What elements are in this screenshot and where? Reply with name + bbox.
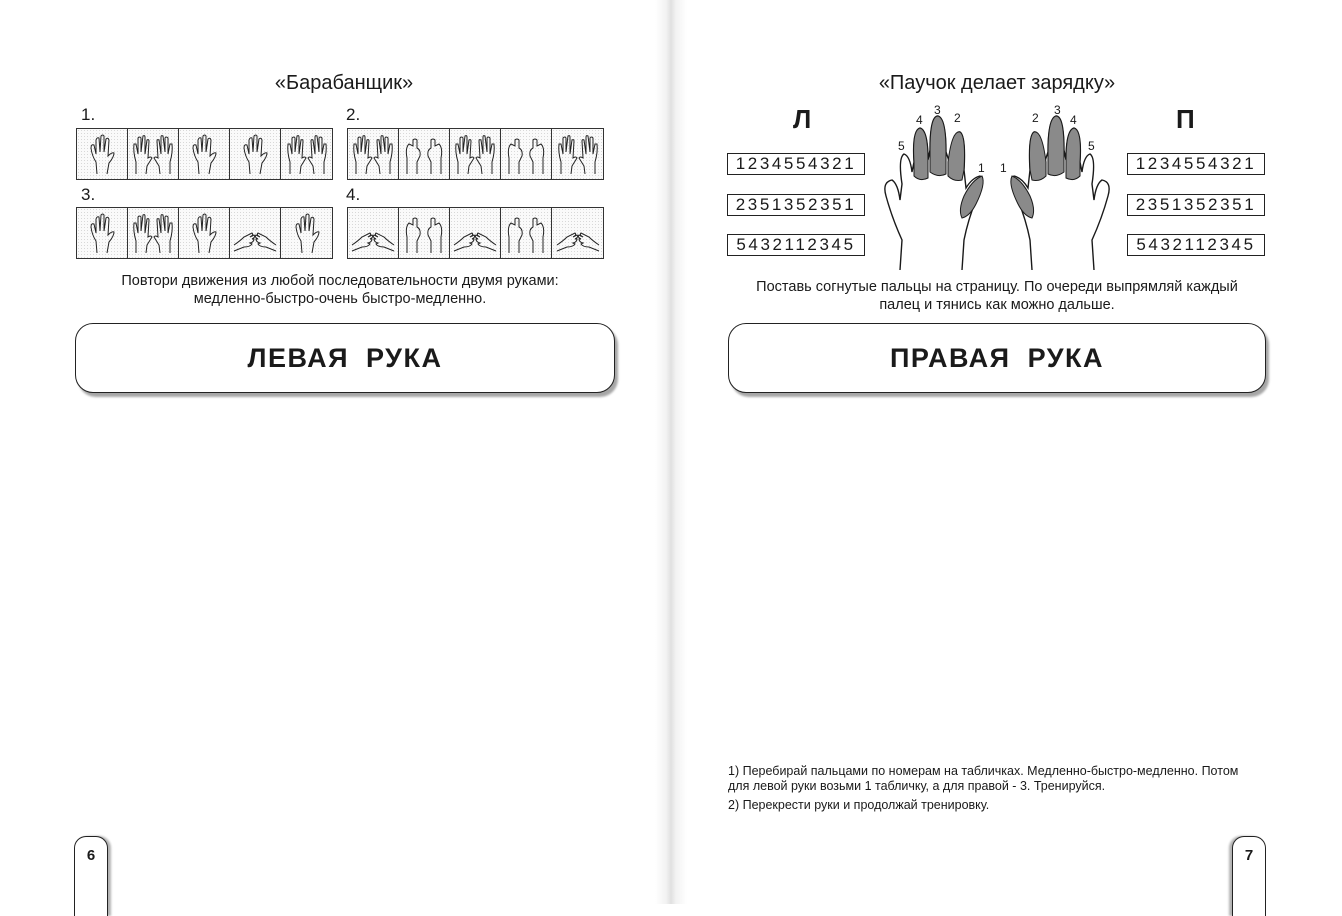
gesture-cell-two-hands [450,129,501,179]
fists-gesture-icon [401,132,447,176]
gesture-cell-palm [179,129,230,179]
instruction-text [70,272,610,308]
left-hand-banner: ЛЕВАЯ РУКА [75,323,615,393]
sequence-strip-3 [76,207,333,259]
sequence-strip-1 [76,128,333,180]
sequence-strip-2 [347,128,604,180]
gesture-cell-palm [230,129,281,179]
sequence-strip-4 [347,207,604,259]
finger-number-1-left: 1 [978,161,985,175]
footnote-1 [728,764,1288,794]
gesture-cell-two-hands [552,129,603,179]
fists-gesture-icon [503,132,549,176]
finger-number-4-left: 4 [916,113,923,127]
sequence-label-4: 4. [346,185,361,204]
finger-number-4-right: 4 [1070,113,1077,127]
finger-number-3-left: 3 [934,103,941,117]
gesture-cell-fists [501,129,552,179]
left-sequence-3: 5432112345 [727,234,865,256]
gesture-cell-two-hands [128,208,179,258]
palm-gesture-icon [181,211,227,255]
right-sequence-3: 5432112345 [1127,234,1265,256]
page-number-6: 6 [74,836,108,916]
gesture-cell-palm [77,129,128,179]
gesture-cell-fists [399,208,450,258]
gesture-cell-edge-hands [230,208,281,258]
edge-hands-gesture-icon [452,211,498,255]
sequence-label-2: 2. [346,105,361,124]
book-gutter [655,0,687,904]
edge-hands-gesture-icon [350,211,396,255]
finger-number-2-left: 2 [954,111,961,125]
left-sequence-1: 1234554321 [727,153,865,175]
sequence-label-3: 3. [81,185,96,204]
instruction-line-2: палец и тянись как можно дальше. [879,297,1115,313]
instruction-text-right [727,278,1267,314]
finger-number-5-left: 5 [898,139,905,153]
right-page [671,0,1342,904]
gesture-cell-palm [281,208,332,258]
finger-number-5-right: 5 [1088,139,1095,153]
gesture-cell-palm [179,208,230,258]
gesture-cell-edge-hands [450,208,501,258]
two-hands-gesture-icon [452,132,498,176]
instruction-line-1: Поставь согнутые пальцы на страницу. По очереди выпрямляй каждый [756,279,1238,295]
footnote-1-line-1: 1) Перебирай пальцами по номерам на табличках. Медленно-быстро-медленно. Потом [728,764,1239,778]
palm-gesture-icon [79,211,125,255]
page-title-spider: «Паучок делает зарядку» [878,72,1116,94]
fists-gesture-icon [503,211,549,255]
gesture-cell-two-hands [281,129,332,179]
gesture-cell-edge-hands [552,208,603,258]
gesture-cell-palm [77,208,128,258]
sequence-label-1: 1. [81,105,96,124]
spider-hands-illustration [872,100,1122,270]
finger-number-3-right: 3 [1054,103,1061,117]
palm-gesture-icon [284,211,330,255]
finger-number-2-right: 2 [1032,111,1039,125]
two-hands-gesture-icon [284,132,330,176]
right-sequence-1: 1234554321 [1127,153,1265,175]
left-sequence-2: 2351352351 [727,194,865,216]
gesture-cell-edge-hands [348,208,399,258]
page-title-drummer: «Барабанщик» [274,72,414,94]
instruction-line-2: медленно-быстро-очень быстро-медленно. [193,291,487,307]
left-page [0,0,671,904]
right-hand-banner: ПРАВАЯ РУКА [728,323,1266,393]
finger-number-1-right: 1 [1000,161,1007,175]
gesture-cell-fists [399,129,450,179]
page-number-7: 7 [1232,836,1266,916]
two-hands-gesture-icon [130,211,176,255]
fists-gesture-icon [401,211,447,255]
right-hand-letter: П [1176,104,1195,134]
two-hands-gesture-icon [350,132,396,176]
palm-gesture-icon [79,132,125,176]
two-hands-gesture-icon [130,132,176,176]
two-hands-gesture-icon [555,132,601,176]
left-hand-letter: Л [793,104,812,134]
instruction-line-1: Повтори движения из любой последовательности двумя руками: [121,273,559,289]
footnote-1-line-2: для левой руки возьми 1 табличку, а для правой - 3. Тренируйся. [728,779,1106,793]
footnote-2: 2) Перекрести руки и продолжай тренировку. [728,798,990,812]
edge-hands-gesture-icon [555,211,601,255]
palm-gesture-icon [181,132,227,176]
edge-hands-gesture-icon [232,211,278,255]
palm-gesture-icon [232,132,278,176]
gesture-cell-two-hands [128,129,179,179]
gesture-cell-fists [501,208,552,258]
gesture-cell-two-hands [348,129,399,179]
right-sequence-2: 2351352351 [1127,194,1265,216]
